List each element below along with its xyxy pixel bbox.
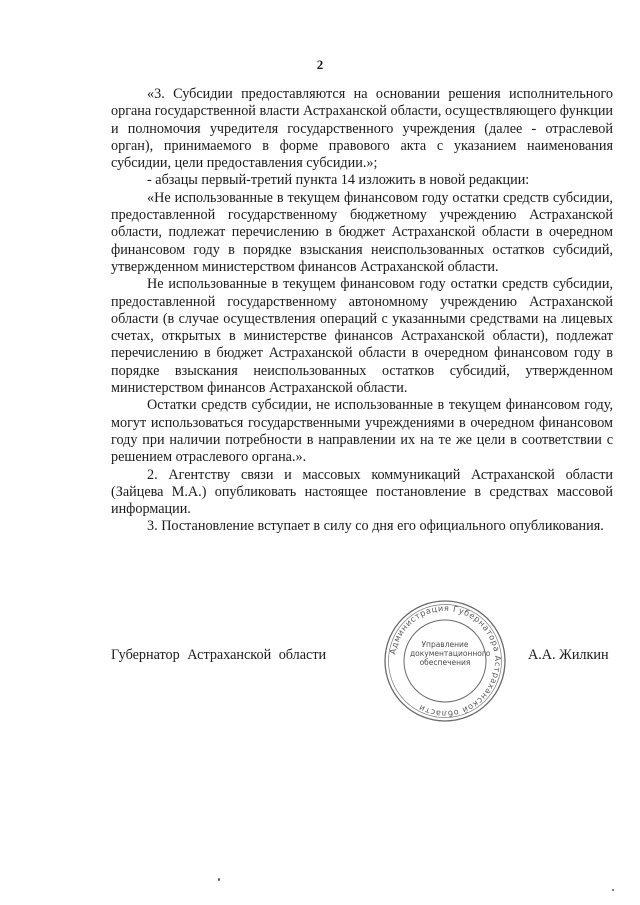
seal-ring-text: Администрация Губернатора Астраханской области (387, 602, 504, 720)
paragraph-effective-date: 3. Постановление вступает в силу со дня его официального опубликования. (147, 518, 604, 535)
seal-inner-text: Управление документационного обеспечения (410, 640, 491, 667)
signatory-name: А.А. Жилкин (528, 647, 609, 663)
paragraph-subsidy-clause-3: «3. Субсидии предоставляются на основании решения исполнительного органа государственной власти Астраханской области, осуществляющего функции и полномочия учредителя государственного учреждения (далее - отраслевой орган), принимаемого в форме правового акта с указанием наименования субсидии, цели предоставления субсидии.»; (111, 86, 613, 172)
paragraph-publication-order: 2. Агентству связи и массовых коммуникаций Астраханской области (Зайцева М.А.) опубликовать настоящее постановление в средствах массовой информации. (111, 466, 613, 518)
document-body (111, 86, 613, 536)
paragraph-autonomous-institution: Не использованные в текущем финансовом году остатки средств субсидии, предоставленной государственному автономному учреждению Астраханской области (в случае осуществления операций с указанными средствами на лицевых счетах, открытых в министерстве финансов Астраханской области), подлежат перечислению в бюджет Астраханской области в очередном финансовом году в порядке взыскания неиспользованных остатков субсидий, утвержденном министерством финансов Астраханской области. (111, 276, 613, 397)
official-seal (382, 598, 508, 724)
scan-speck (612, 889, 614, 891)
paragraph-remaining-funds: Остатки средств субсидии, не использованные в текущем финансовом году, могут использоваться государственными учреждениями в очередном финансовом году при наличии потребности в направлении их на те же цели в соответствии с решением отраслевого органа.». (111, 397, 613, 466)
scan-speck (218, 878, 220, 881)
paragraph-budget-institution: «Не использованные в текущем финансовом году остатки средств субсидии, предоставленной государственному бюджетному учреждению Астраханской области, подлежат перечислению в бюджет Астраханской области в очередном финансовом году в порядке взыскания неиспользованных остатков субсидий, утвержденном министерством финансов Астраханской области. (111, 189, 613, 275)
paragraph-amendment-intro: - абзацы первый-третий пункта 14 изложить в новой редакции: (147, 172, 530, 189)
page-number: 2 (316, 57, 324, 72)
signatory-position: Губернатор Астраханской области (111, 647, 327, 663)
